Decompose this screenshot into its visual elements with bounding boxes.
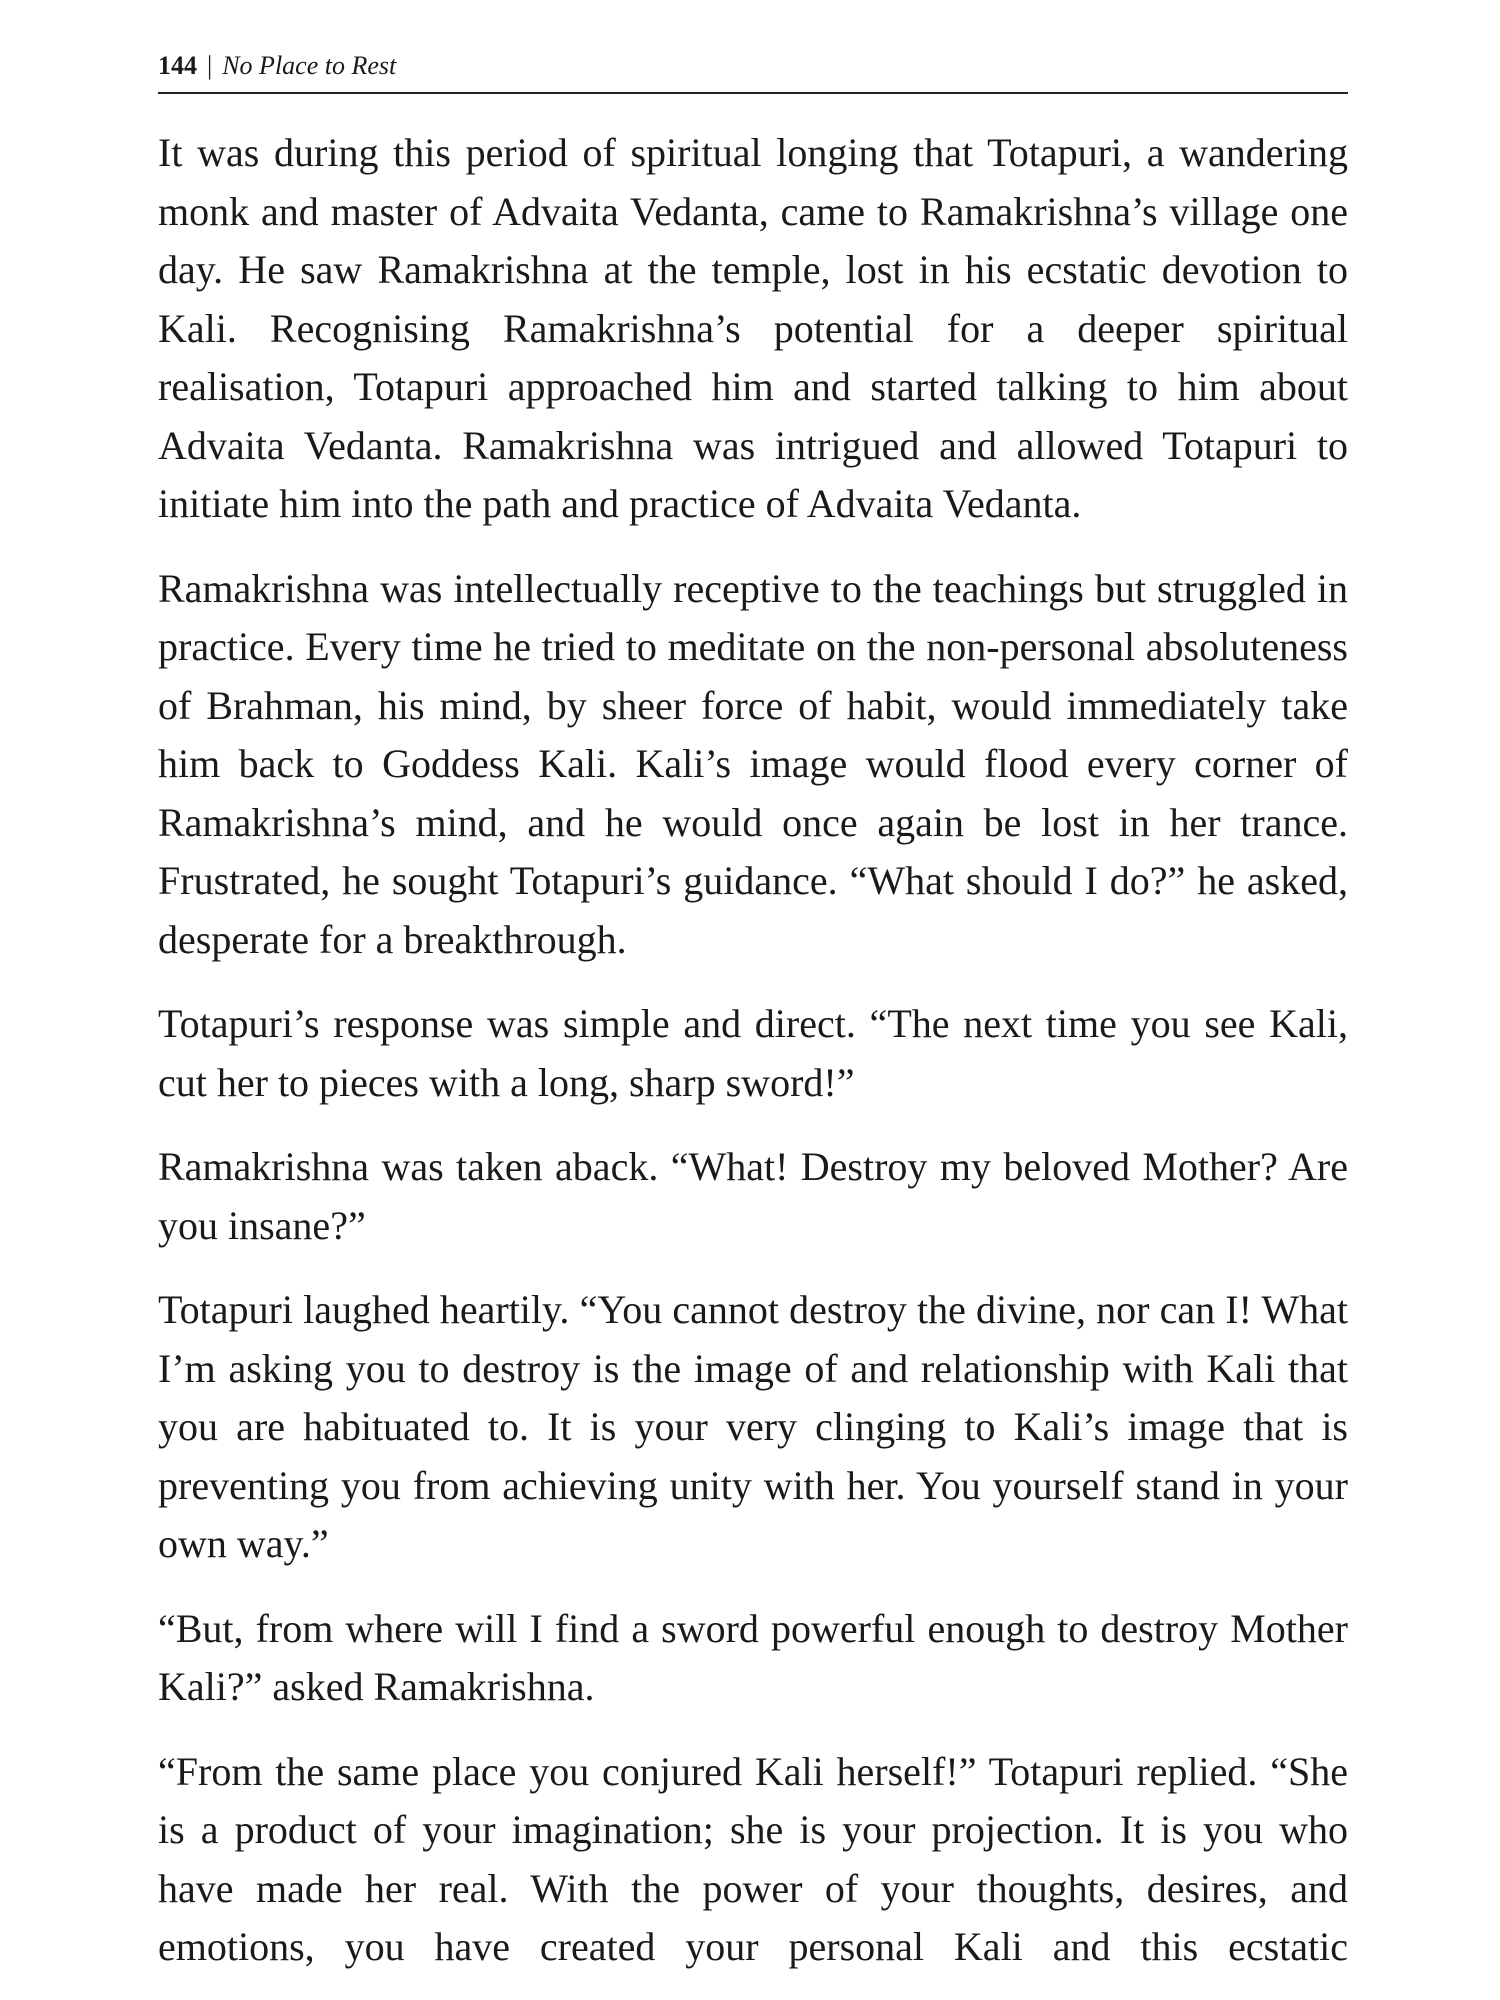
paragraph: Totapuri laughed heartily. “You cannot destroy the divine, nor can I! What I’m asking you to destroy is the image of and relationship with Kali that you are habituated to. It is your very clinging to Kali’s image that is preventing you from achieving unity with her. You yourself stand in your own way.” <box>158 1287 1348 1566</box>
paragraph: “From the same place you conjured Kali herself!” Totapuri replied. “She is a product of your imagination; she is your projection. It is you who have made her real. With the power of your thoughts, desires, and emotions, you have created your personal Kali and this ecstatic <box>158 1748 1348 1969</box>
page-number: 144 <box>158 51 197 80</box>
paragraph: Totapuri’s response was simple and direct. “The next time you see Kali, cut her to pieces with a long, sharp sword!” <box>158 1001 1348 1105</box>
body-text <box>158 124 1348 1977</box>
book-page <box>158 40 1348 1980</box>
paragraph: “But, from where will I find a sword powerful enough to destroy Mother Kali?” asked Ramakrishna. <box>158 1605 1348 1709</box>
paragraph: Ramakrishna was taken aback. “What! Destroy my beloved Mother? Are you insane?” <box>158 1144 1348 1248</box>
header-separator: | <box>207 51 213 80</box>
running-title: No Place to Rest <box>222 51 397 80</box>
paragraph: Ramakrishna was intellectually receptive to the teachings but struggled in practice. Every time he tried to meditate on the non-personal absoluteness of Brahman, his mind, by sheer force of habit, would immediately take him back to Goddess Kali. Kali’s image would flood every corner of Ramakrishna’s mind, and he would once again be lost in her trance. Frustrated, he sought Totapuri’s guidance. “What should I do?” he asked, desperate for a breakthrough. <box>158 565 1348 962</box>
paragraph: It was during this period of spiritual longing that Totapuri, a wandering monk and master of Advaita Vedanta, came to Ramakrishna’s village one day. He saw Ramakrishna at the temple, lost in his ecstatic devotion to Kali. Recognising Ramakrishna’s potential for a deeper spiritual realisation, Totapuri approached him and started talking to him about Advaita Vedanta. Ramakrishna was intrigued and allowed Totapuri to initiate him into the path and practice of Advaita Vedanta. <box>158 130 1348 526</box>
running-header <box>158 40 1348 94</box>
